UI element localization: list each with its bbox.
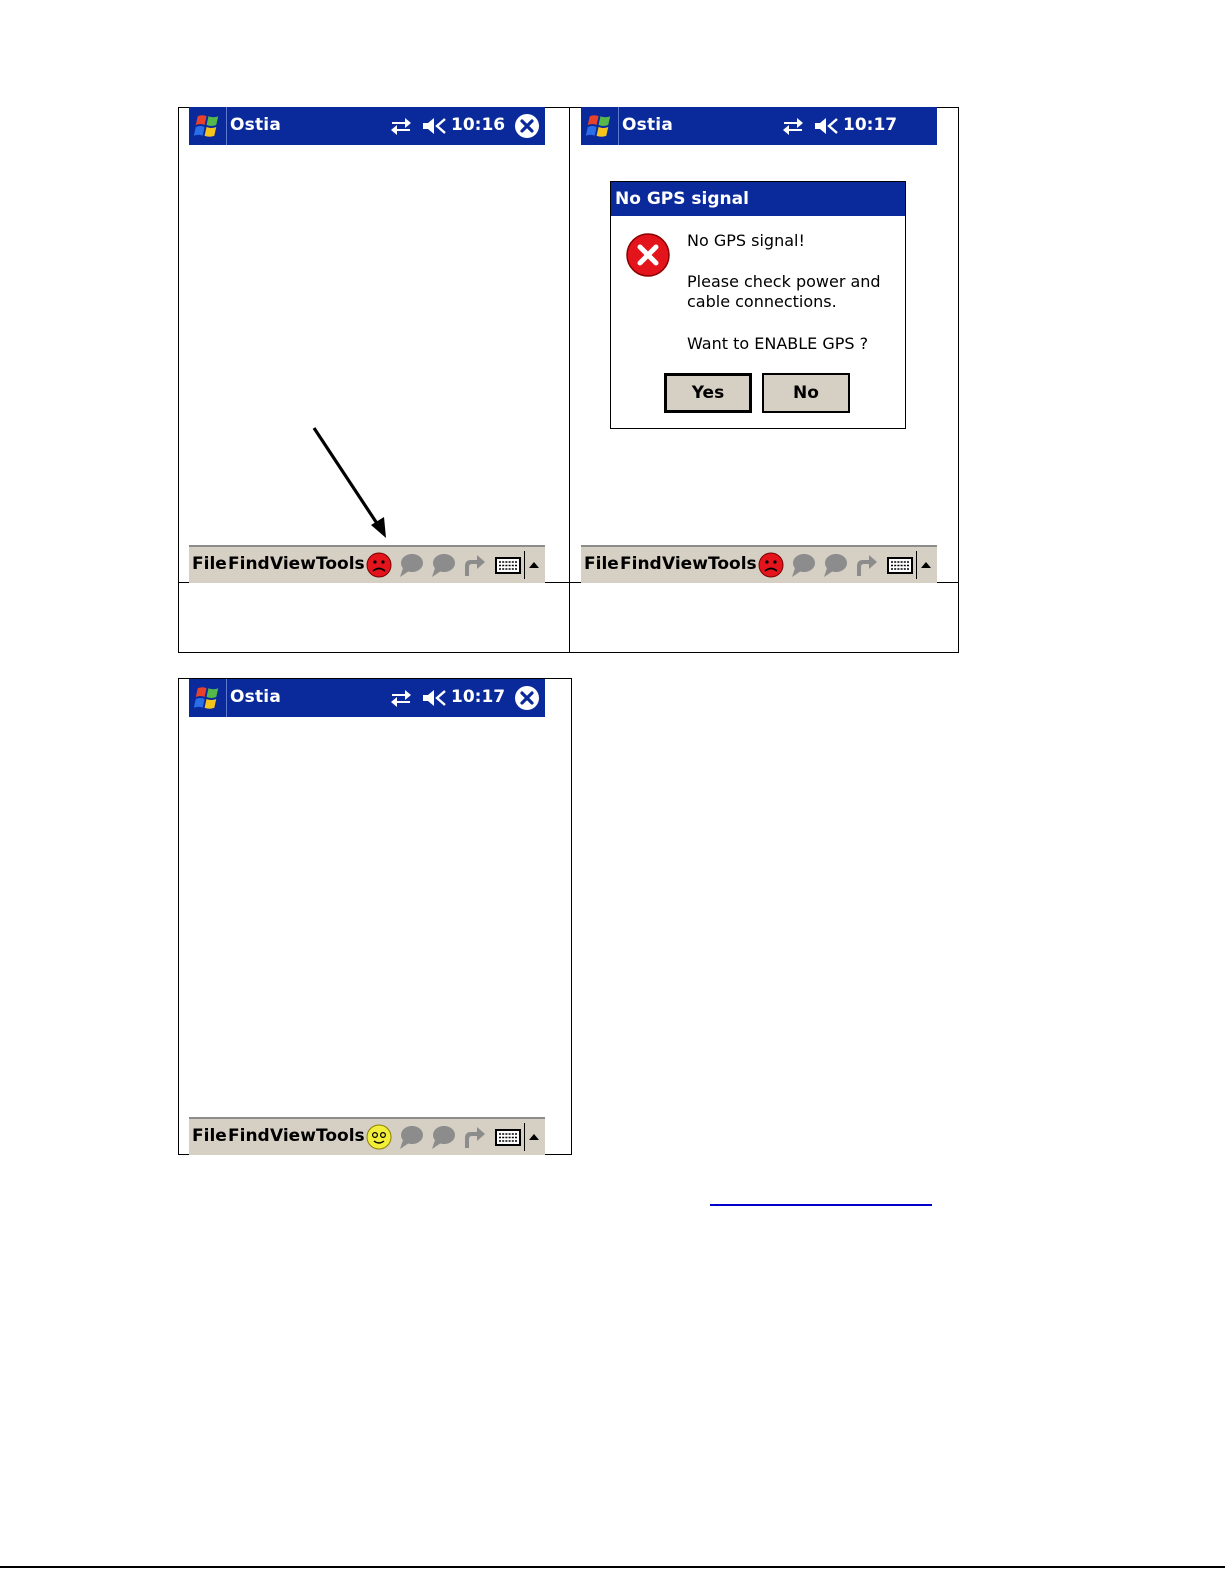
- sip-up-arrow-icon[interactable]: [918, 552, 934, 578]
- title-bar: [581, 107, 937, 145]
- page-footer-rule: [0, 1566, 1225, 1568]
- chat-bubble-icon[interactable]: [430, 552, 456, 578]
- title-bar: [189, 679, 545, 717]
- clock[interactable]: 10:16: [451, 115, 506, 135]
- volume-muted-icon[interactable]: [813, 115, 839, 137]
- gps-status-icon[interactable]: [366, 1124, 392, 1150]
- windows-start-icon[interactable]: [581, 107, 619, 145]
- redo-arrow-icon[interactable]: [853, 552, 879, 578]
- pda-screen-3: [189, 679, 545, 1155]
- dialog-message-line-1: No GPS signal!: [687, 231, 805, 250]
- close-icon[interactable]: [513, 112, 541, 140]
- menu-bar: [581, 545, 937, 583]
- yes-button[interactable]: Yes: [664, 373, 752, 413]
- gps-status-icon[interactable]: [758, 552, 784, 578]
- dialog-title: No GPS signal: [615, 189, 749, 209]
- menu-tools[interactable]: Tools: [316, 1126, 365, 1146]
- menu-find[interactable]: Find: [228, 554, 270, 574]
- clock[interactable]: 10:17: [843, 115, 898, 135]
- hyperlink-underline[interactable]: [710, 1204, 932, 1206]
- app-title: Ostia: [230, 687, 281, 707]
- connection-icon[interactable]: [389, 687, 413, 709]
- menu-tools[interactable]: Tools: [316, 554, 365, 574]
- sip-separator: [524, 551, 525, 579]
- clock[interactable]: 10:17: [451, 687, 506, 707]
- pda-screen-2: [581, 107, 937, 583]
- sip-up-arrow-icon[interactable]: [526, 552, 542, 578]
- app-title: Ostia: [622, 115, 673, 135]
- redo-arrow-icon[interactable]: [461, 1124, 487, 1150]
- chat-bubble-icon[interactable]: [822, 552, 848, 578]
- volume-muted-icon[interactable]: [421, 687, 447, 709]
- dialog-message-line-3: Want to ENABLE GPS ?: [687, 334, 869, 353]
- dialog-message-line-2: Please check power and cable connections.: [687, 272, 881, 311]
- menu-bar: [189, 1117, 545, 1155]
- sip-separator: [916, 551, 917, 579]
- close-icon[interactable]: [513, 684, 541, 712]
- keyboard-icon[interactable]: [886, 552, 914, 578]
- chat-bubble-icon[interactable]: [398, 1124, 424, 1150]
- chat-bubble-icon[interactable]: [790, 552, 816, 578]
- sip-up-arrow-icon[interactable]: [526, 1124, 542, 1150]
- menu-tools[interactable]: Tools: [708, 554, 757, 574]
- keyboard-icon[interactable]: [494, 1124, 522, 1150]
- dialog-title-bar: [611, 182, 905, 216]
- table-column-divider: [569, 107, 570, 653]
- no-button[interactable]: No: [762, 373, 850, 413]
- gps-status-icon[interactable]: [366, 552, 392, 578]
- annotation-arrow: [300, 420, 400, 545]
- menu-file[interactable]: File: [584, 554, 619, 574]
- no-gps-dialog: [610, 181, 906, 429]
- redo-arrow-icon[interactable]: [461, 552, 487, 578]
- title-bar: [189, 107, 545, 145]
- menu-view[interactable]: View: [270, 1126, 316, 1146]
- menu-find[interactable]: Find: [620, 554, 662, 574]
- menu-find[interactable]: Find: [228, 1126, 270, 1146]
- error-icon: [625, 232, 671, 278]
- chat-bubble-icon[interactable]: [398, 552, 424, 578]
- connection-icon[interactable]: [389, 115, 413, 137]
- windows-start-icon[interactable]: [189, 107, 227, 145]
- menu-bar: [189, 545, 545, 583]
- keyboard-icon[interactable]: [494, 552, 522, 578]
- windows-start-icon[interactable]: [189, 679, 227, 717]
- app-title: Ostia: [230, 115, 281, 135]
- menu-view[interactable]: View: [270, 554, 316, 574]
- sip-separator: [524, 1123, 525, 1151]
- menu-file[interactable]: File: [192, 554, 227, 574]
- menu-file[interactable]: File: [192, 1126, 227, 1146]
- chat-bubble-icon[interactable]: [430, 1124, 456, 1150]
- connection-icon[interactable]: [781, 115, 805, 137]
- menu-view[interactable]: View: [662, 554, 708, 574]
- volume-muted-icon[interactable]: [421, 115, 447, 137]
